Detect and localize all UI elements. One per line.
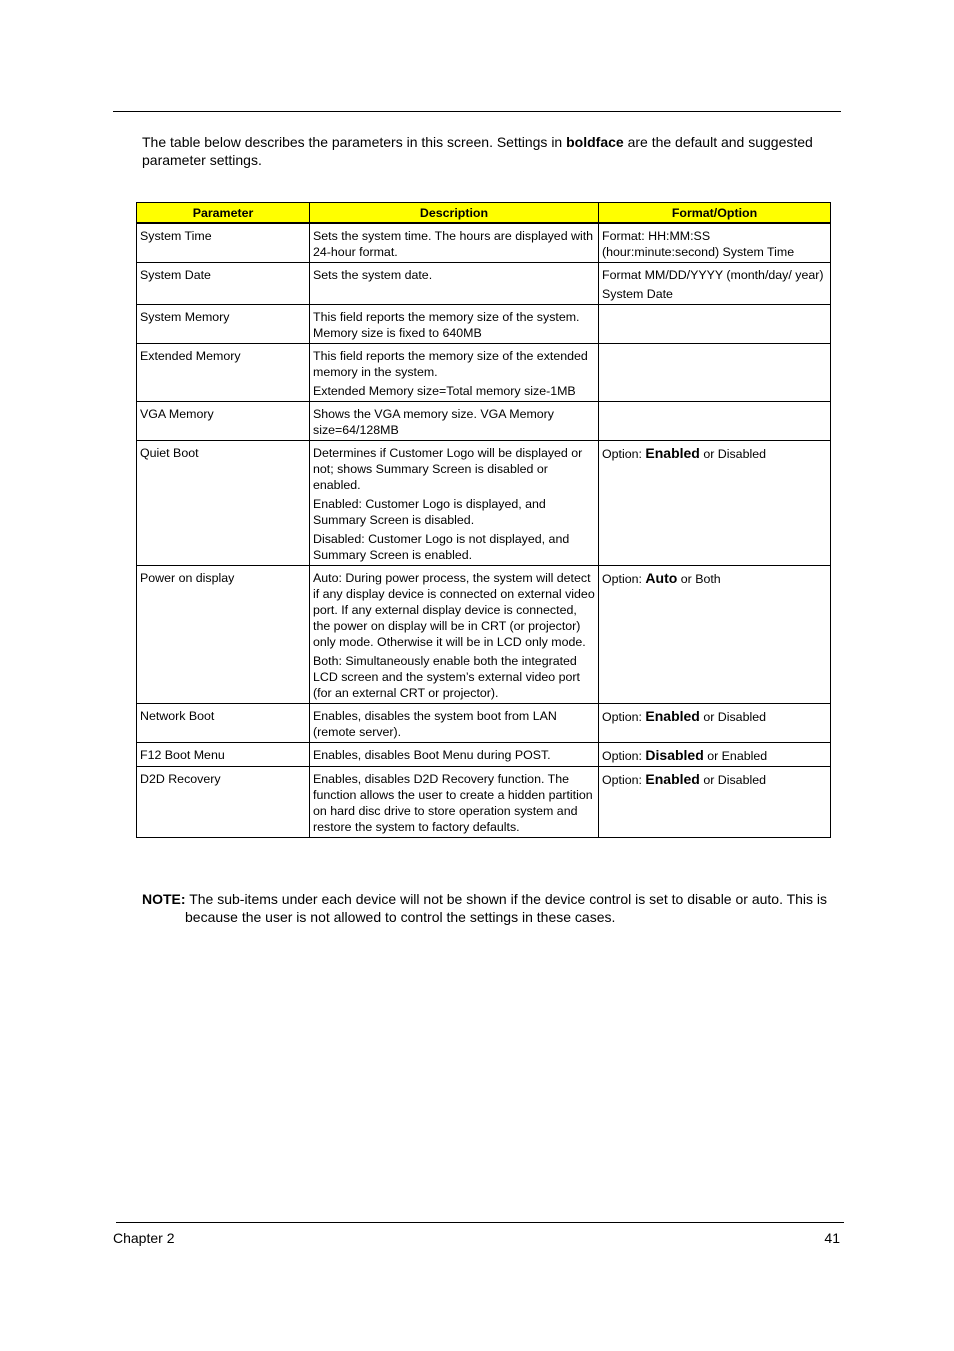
footer-chapter: Chapter 2	[113, 1230, 175, 1246]
table-row	[137, 704, 831, 743]
description-paragraph: Sets the system date.	[313, 268, 433, 282]
top-rule	[113, 111, 841, 112]
cell-format-option	[599, 441, 831, 566]
cell-format-option	[599, 743, 831, 767]
format-paragraph: Format MM/DD/YYYY (month/day/ year)	[602, 268, 824, 282]
option-rest: or Disabled	[699, 710, 766, 724]
cell-description	[310, 305, 599, 344]
table-row	[137, 743, 831, 767]
header-description: Description	[310, 203, 599, 224]
option-prefix: Option:	[602, 572, 646, 586]
description-paragraph: Enabled: Customer Logo is displayed, and Summary Screen is disabled.	[313, 497, 546, 527]
format-paragraph: System Date	[602, 287, 673, 301]
option-rest: or Enabled	[703, 749, 768, 763]
cell-format-option	[599, 305, 831, 344]
cell-format-option	[599, 704, 831, 743]
cell-format-option	[599, 263, 831, 305]
intro-text-before: The table below describes the parameters in this screen. Settings in	[142, 134, 567, 150]
table-row	[137, 223, 831, 263]
cell-parameter: D2D Recovery	[137, 767, 310, 838]
cell-description	[310, 223, 599, 263]
cell-parameter: VGA Memory	[137, 402, 310, 441]
note	[142, 890, 842, 926]
option-line	[602, 708, 827, 725]
cell-parameter: Power on display	[137, 566, 310, 704]
cell-format-option	[599, 402, 831, 441]
cell-parameter: Extended Memory	[137, 344, 310, 402]
cell-format-option	[599, 223, 831, 263]
description-paragraph: Enables, disables D2D Recovery function. The function allows the user to create a hidden partition on hard disc drive to store operation system and restore the system to factory defaults.	[313, 772, 593, 834]
description-paragraph: Both: Simultaneously enable both the integrated LCD screen and the system’s external video port (for an external CRT or projector).	[313, 654, 580, 700]
cell-parameter: System Memory	[137, 305, 310, 344]
table-header-row	[137, 203, 831, 224]
option-rest: or Disabled	[699, 773, 766, 787]
parameter-table	[136, 202, 831, 838]
cell-description	[310, 767, 599, 838]
description-paragraph: This field reports the memory size of the extended memory in the system.	[313, 349, 588, 379]
cell-description	[310, 566, 599, 704]
format-paragraph: Format: HH:MM:SS (hour:minute:second) System Time	[602, 229, 795, 259]
bottom-rule	[116, 1222, 844, 1223]
table-row	[137, 344, 831, 402]
note-text-1: The sub-items under each device will not be shown if the device control is set to disable or auto. This is	[185, 891, 828, 907]
footer-page-number: 41	[824, 1230, 840, 1246]
option-default: Enabled	[645, 445, 700, 461]
option-line	[602, 445, 827, 462]
description-paragraph: Disabled: Customer Logo is not displayed, and Summary Screen is enabled.	[313, 532, 570, 562]
description-paragraph: Extended Memory size=Total memory size-1MB	[313, 384, 576, 398]
cell-description	[310, 344, 599, 402]
cell-parameter: F12 Boot Menu	[137, 743, 310, 767]
description-paragraph: Enables, disables Boot Menu during POST.	[313, 748, 551, 762]
table-row	[137, 767, 831, 838]
cell-format-option	[599, 566, 831, 704]
cell-description	[310, 743, 599, 767]
option-rest: or Both	[677, 572, 721, 586]
cell-description	[310, 704, 599, 743]
description-paragraph: Shows the VGA memory size. VGA Memory size=64/128MB	[313, 407, 555, 437]
option-line	[602, 771, 827, 788]
table-row	[137, 263, 831, 305]
note-label: NOTE:	[142, 891, 186, 907]
cell-description	[310, 263, 599, 305]
option-prefix: Option:	[602, 710, 646, 724]
option-rest: or Disabled	[699, 447, 766, 461]
option-prefix: Option:	[602, 773, 646, 787]
header-parameter: Parameter	[137, 203, 310, 224]
option-default: Auto	[645, 570, 678, 586]
cell-description	[310, 441, 599, 566]
note-line-2: because the user is not allowed to control the settings in these cases.	[185, 909, 616, 925]
table-row	[137, 441, 831, 566]
note-line-1	[142, 890, 842, 908]
table-row	[137, 566, 831, 704]
cell-parameter: Network Boot	[137, 704, 310, 743]
description-paragraph: This field reports the memory size of the system. Memory size is fixed to 640MB	[313, 310, 580, 340]
option-line	[602, 747, 827, 764]
option-prefix: Option:	[602, 447, 646, 461]
option-default: Enabled	[645, 708, 700, 724]
option-default: Enabled	[645, 771, 700, 787]
cell-parameter: System Date	[137, 263, 310, 305]
table-body	[137, 223, 831, 838]
intro-paragraph	[142, 133, 842, 169]
table-row	[137, 402, 831, 441]
header-format-option: Format/Option	[599, 203, 831, 224]
description-paragraph: Sets the system time. The hours are displayed with 24-hour format.	[313, 229, 594, 259]
option-line	[602, 570, 827, 587]
description-paragraph: Enables, disables the system boot from LAN (remote server).	[313, 709, 557, 739]
cell-parameter: Quiet Boot	[137, 441, 310, 566]
intro-bold-word: boldface	[566, 134, 624, 150]
table-row	[137, 305, 831, 344]
cell-format-option	[599, 767, 831, 838]
cell-parameter: System Time	[137, 223, 310, 263]
description-paragraph: Auto: During power process, the system will detect if any display device is connected on external video port. If any external display device is connected, the power on display will be in CRT (or projector) only mode. Otherwise it will be in LCD only mode.	[313, 571, 595, 649]
intro-text-after: are the default and suggested parameter settings.	[142, 134, 813, 168]
option-prefix: Option:	[602, 749, 646, 763]
option-default: Disabled	[645, 747, 704, 763]
cell-description	[310, 402, 599, 441]
description-paragraph: Determines if Customer Logo will be displayed or not; shows Summary Screen is disabled or enabled.	[313, 446, 583, 492]
cell-format-option	[599, 344, 831, 402]
